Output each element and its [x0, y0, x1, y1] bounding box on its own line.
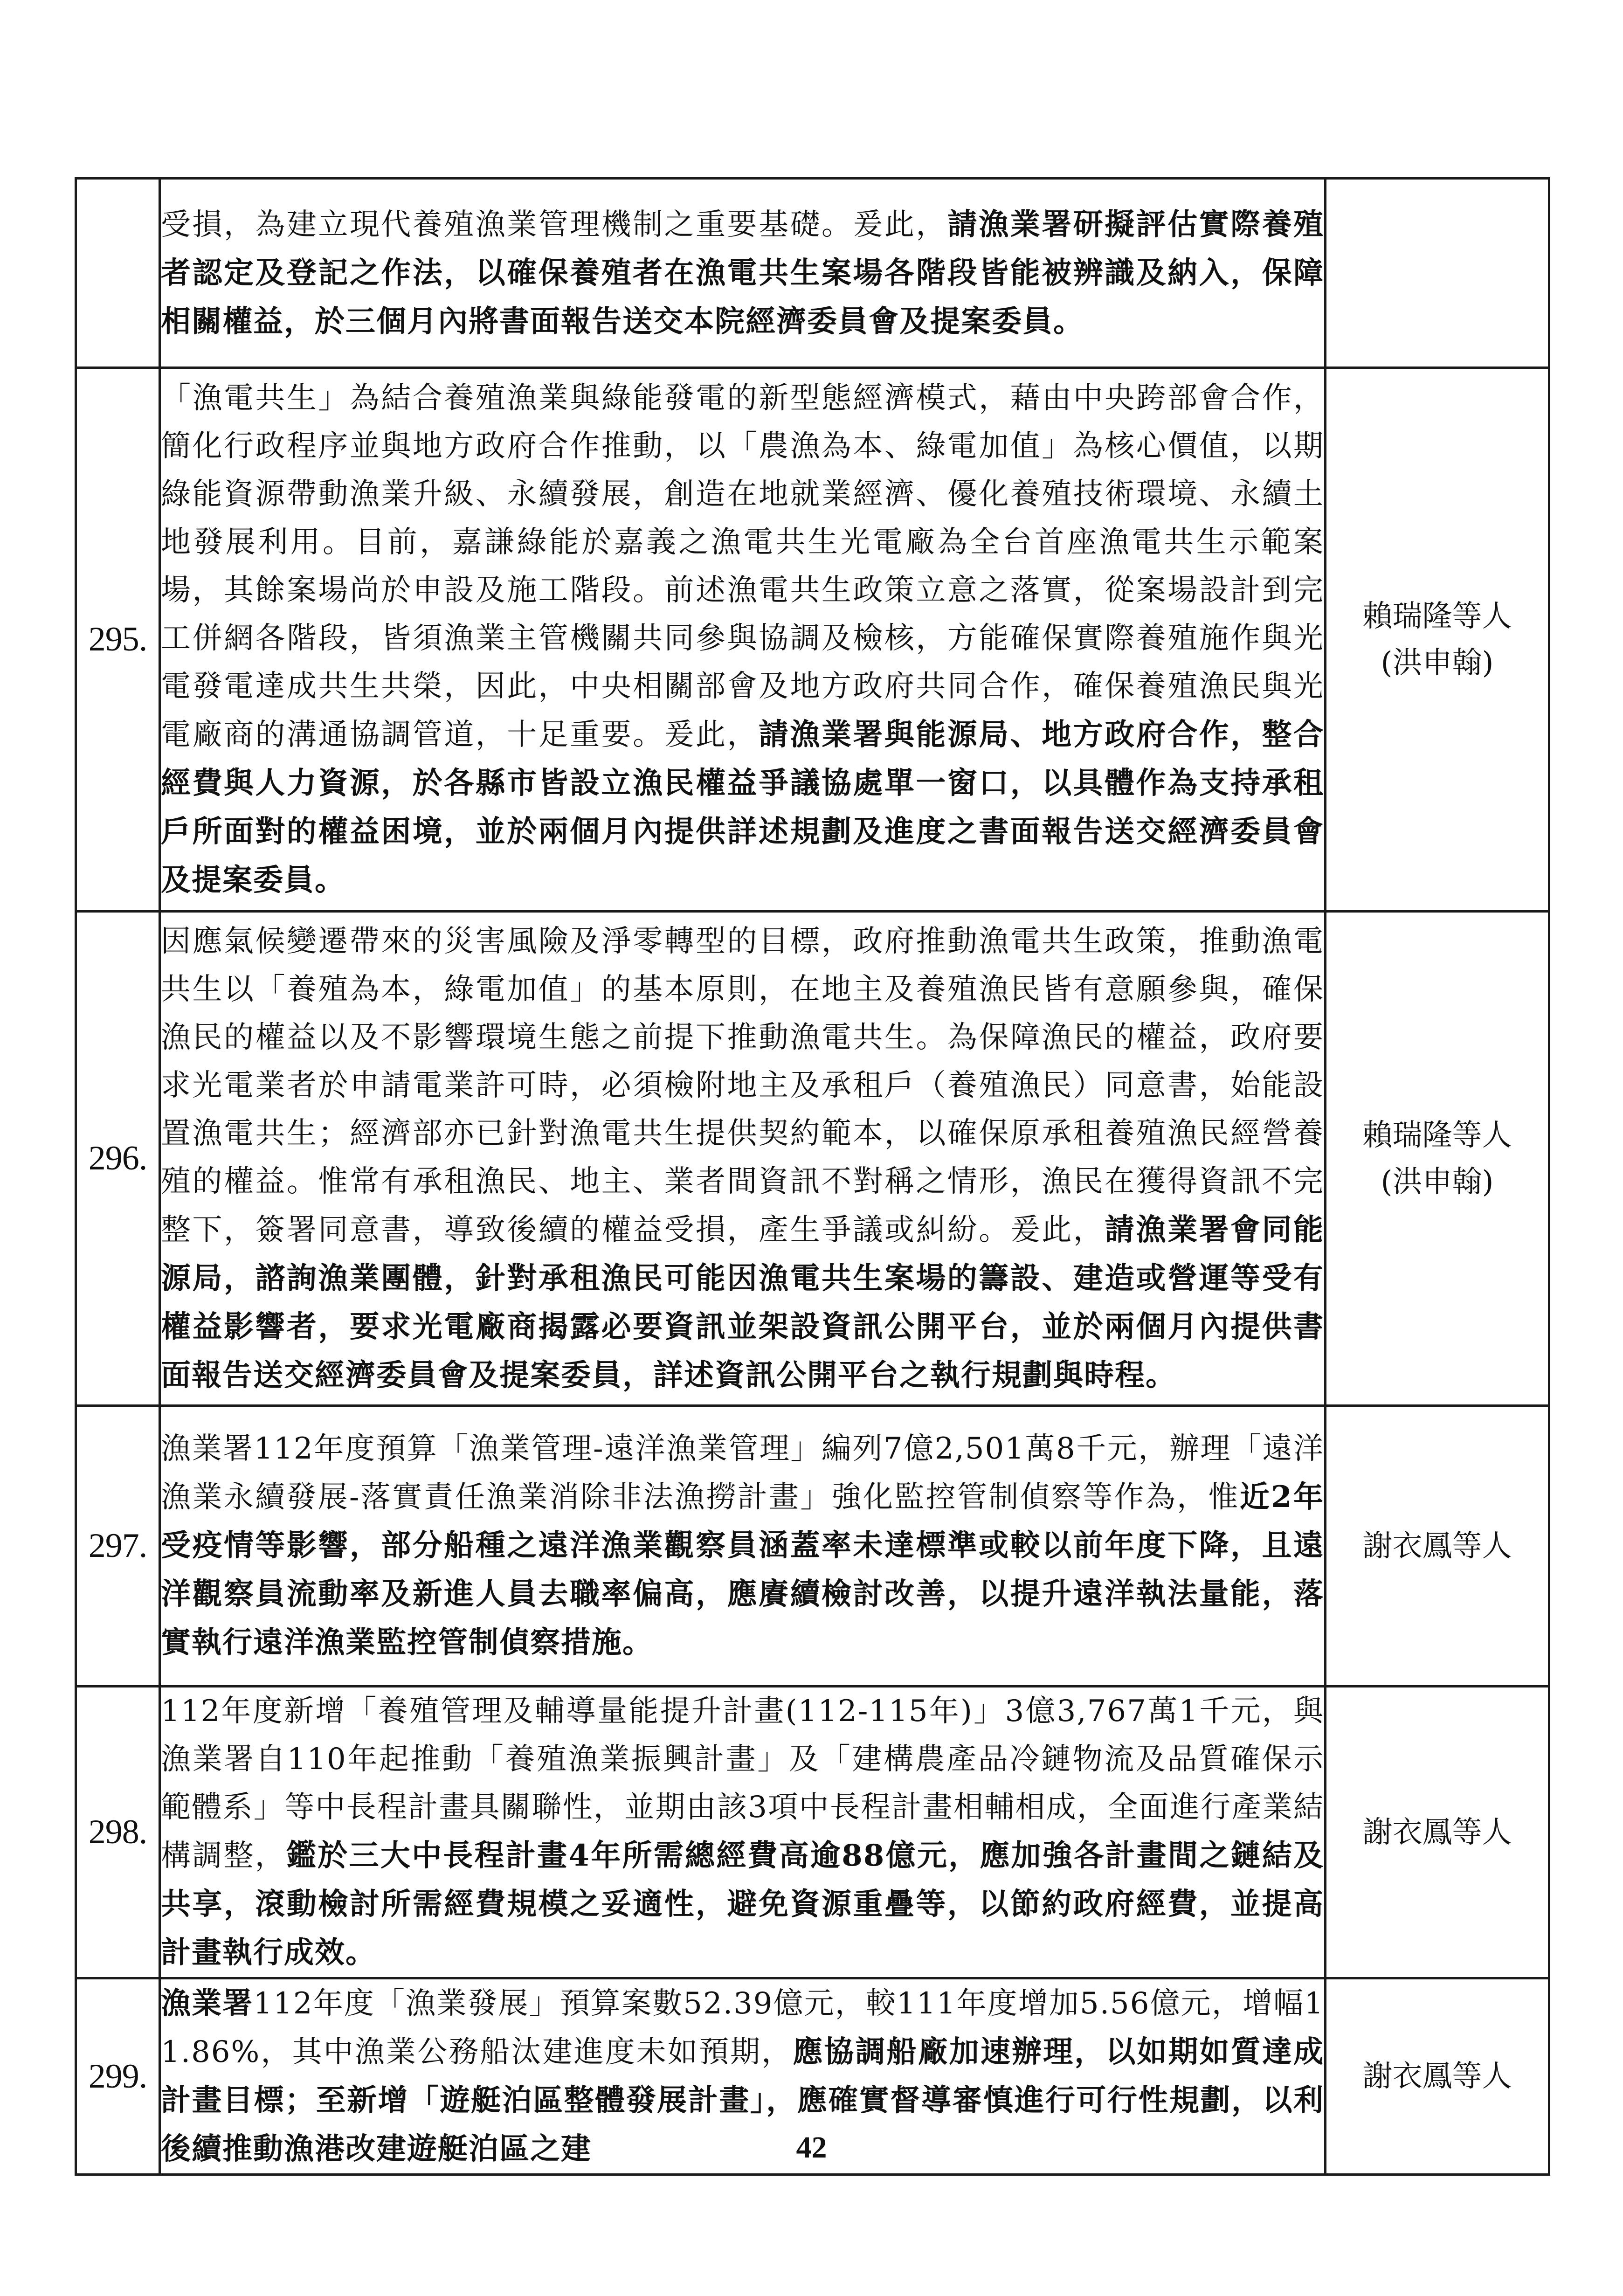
table-row: [76, 1687, 1549, 1978]
proposer-affiliate: (洪申翰): [1381, 1164, 1494, 1199]
proposal-text-bold-segment: 近2年受疫情等影響，部分船種之遠洋漁業觀察員涵蓋率未達標準或較以前年度下降，且遠洋觀察員流動率及新進人員去職率偏高，應賡續檢討改善，以提升遠洋執法量能，落實執行遠洋漁業監控管制偵察措施。: [161, 1480, 1324, 1660]
proposal-text-bold-segment: 請漁業署會同能源局，諮詢漁業團體，針對承租漁民可能因漁電共生案場的籌設、建造或營運等受有權益影響者，要求光電廠商揭露必要資訊並架設資訊公開平台，並於兩個月內提供書面報告送交經濟委員會及提案委員，詳述資訊公開平台之執行規劃與時程。: [161, 1212, 1325, 1393]
proposer-name: 謝衣鳳等人: [1362, 1528, 1512, 1563]
proposer-cell: [1326, 179, 1549, 368]
proposal-text-bold-segment: 鑑於三大中長程計畫4年所需總經費高逾88億元，應加強各計畫間之鏈結及共享，滾動檢討所需經費規模之妥適性，避免資源重疊等，以節約政府經費，並提高計畫執行成效。: [161, 1838, 1324, 1970]
proposal-table: [75, 177, 1550, 2176]
table-row: [76, 1406, 1549, 1687]
proposal-text-segment: 漁業署112年度預算「漁業管理-遠洋漁業管理」編列7億2,501萬8千元，辦理「遠洋漁業永續發展-落實責任漁業消除非法漁撈計畫」強化監控管制偵察等作為，惟: [161, 1432, 1324, 1515]
proposal-text-bold-segment: 請漁業署研擬評估實際養殖者認定及登記之作法，以確保養殖者在漁電共生案場各階段皆能被辨識及納入，保障相關權益，於三個月內將書面報告送交本院經濟委員會及提案委員。: [161, 207, 1325, 339]
proposer-cell: [1326, 368, 1549, 912]
table-row: [76, 368, 1549, 912]
proposal-text: [160, 368, 1326, 912]
proposal-number: [76, 179, 160, 368]
proposer-cell: [1326, 912, 1549, 1406]
proposer-name: 謝衣鳳等人: [1362, 2059, 1512, 2094]
proposal-text: [160, 179, 1326, 368]
proposal-number: 296.: [76, 912, 160, 1406]
proposal-text-bold-segment: 請漁業署與能源局、地方政府合作，整合經費與人力資源，於各縣市皆設立漁民權益爭議協處單一窗口，以具體作為支持承租戶所面對的權益困境，並於兩個月內提供詳述規劃及進度之書面報告送交經濟委員會及提案委員。: [161, 717, 1325, 898]
proposal-number: 298.: [76, 1687, 160, 1978]
proposer-name: 謝衣鳳等人: [1362, 1815, 1512, 1850]
proposal-text: [160, 1687, 1326, 1978]
proposal-text-segment: 因應氣候變遷帶來的災害風險及淨零轉型的目標，政府推動漁電共生政策，推動漁電共生以「養殖為本，綠電加值」的基本原則，在地主及養殖漁民皆有意願參與，確保漁民的權益以及不影響環境生態之前提下推動漁電共生。為保障漁民的權益，政府要求光電業者於申請電業許可時，必須檢附地主及承租戶（養殖漁民）同意書，始能設置漁電共生；經濟部亦已針對漁電共生提供契約範本，以確保原承租養殖漁民經營養殖的權益。惟常有承租漁民、地主、業者間資訊不對稱之情形，漁民在獲得資訊不完整下，簽署同意書，導致後續的權益受損，產生爭議或糾紛。爰此，: [161, 924, 1324, 1247]
page-number: 42: [796, 2130, 827, 2165]
table-row: [76, 912, 1549, 1406]
proposer-name: 賴瑞隆等人: [1362, 599, 1512, 634]
proposer-name: 賴瑞隆等人: [1362, 1118, 1512, 1153]
proposal-text-segment: 「漁電共生」為結合養殖漁業與綠能發電的新型態經濟模式，藉由中央跨部會合作，簡化行政程序並與地方政府合作推動，以「農漁為本、綠電加值」為核心價值，以期綠能資源帶動漁業升級、永續發展，創造在地就業經濟、優化養殖技術環境、永續土地發展利用。目前，嘉謙綠能於嘉義之漁電共生光電廠為全台首座漁電共生示範案場，其餘案場尚於申設及施工階段。前述漁電共生政策立意之落實，從案場設計到完工併網各階段，皆須漁業主管機關共同參與協調及檢核，方能確保實際養殖施作與光電發電達成共生共榮，因此，中央相關部會及地方政府共同合作，確保養殖漁民與光電廠商的溝通協調管道，十足重要。爰此，: [161, 381, 1324, 752]
proposal-text-segment: 112年度新增「養殖管理及輔導量能提升計畫(112-115年)」3億3,767萬1千元，與漁業署自110年起推動「養殖漁業振興計畫」及「建構農產品冷鏈物流及品質確保示範體系」等中長程計畫具關聯性，並期由該3項中長程計畫相輔相成，全面進行產業結構調整，: [161, 1694, 1324, 1873]
proposal-text-bold-segment: 應協調船廠加速辦理，以如期如質達成計畫目標；至新增「遊艇泊區整體發展計畫」，應確實督導審慎進行可行性規劃，以利後續推動漁港改建遊艇泊區之建: [161, 2034, 1324, 2166]
proposer-cell: [1326, 1687, 1549, 1978]
proposal-number: 297.: [76, 1406, 160, 1687]
proposer-affiliate: (洪申翰): [1381, 645, 1494, 680]
proposal-text-segment: 112年度「漁業發展」預算案數52.39億元，較111年度增加5.56億元，增幅11.86%，其中漁業公務船汰建進度未如預期，: [161, 1986, 1325, 2069]
proposal-text-segment: 受損，為建立現代養殖漁業管理機制之重要基礎。爰此，: [161, 207, 947, 242]
table-row: [76, 179, 1549, 368]
proposal-text: [160, 912, 1326, 1406]
proposal-text-bold-segment: 漁業署: [161, 1986, 254, 2021]
proposal-text: [160, 1406, 1326, 1687]
proposer-cell: [1326, 1406, 1549, 1687]
proposal-number: 295.: [76, 368, 160, 912]
proposal-number: 299.: [76, 1978, 160, 2175]
